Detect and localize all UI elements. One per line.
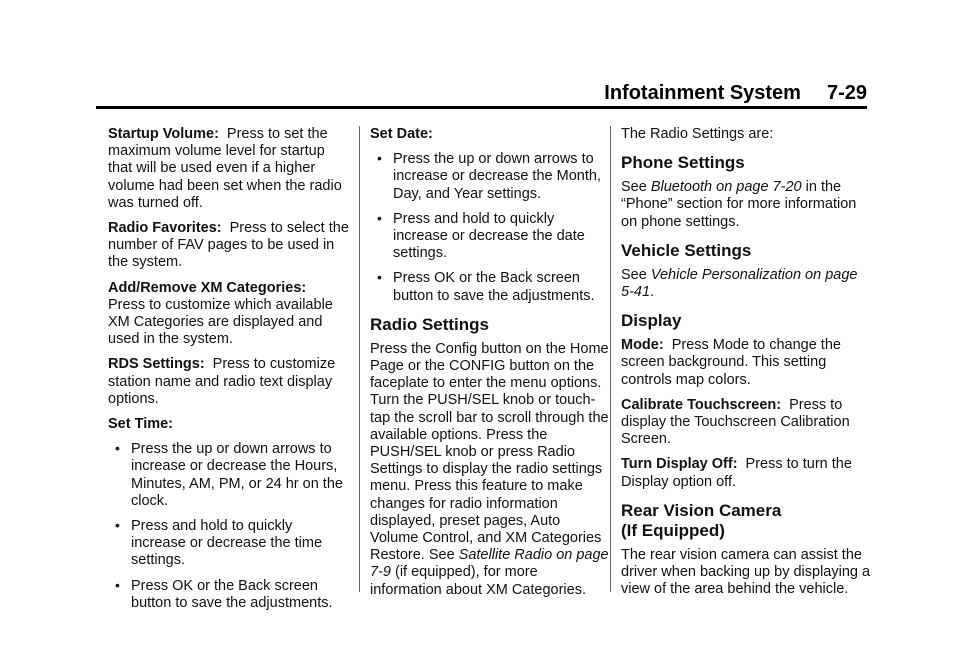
column-1 (108, 126, 350, 620)
set-date-term: Set Date: (370, 126, 433, 142)
calibrate-term: Calibrate Touchscreen: (621, 396, 782, 413)
mode-text: Press Mode to change the screen background. This setting controls map colors. (621, 337, 841, 388)
mode-term: Mode: (621, 337, 664, 354)
phone-settings-text: See Bluetooth on page 7-20 in the “Phone” section for more information on phone settings. (621, 179, 857, 230)
radio-settings-heading: Radio Settings (370, 314, 490, 334)
rds-settings-entry (108, 356, 350, 408)
column-divider-2 (610, 126, 611, 592)
turn-display-off-text: Press to turn the Display option off. (621, 456, 852, 490)
bluetooth-link[interactable]: Bluetooth on page 7-20 (650, 179, 802, 196)
page-number: 7-29 (826, 82, 867, 104)
radio-favorites-entry (108, 220, 350, 272)
set-date-list (370, 151, 610, 305)
mode-entry (621, 337, 871, 389)
rear-camera-text: The rear vision camera can assist the driver when backing up by displaying a view of the area behind the vehicle. (621, 546, 871, 598)
vehicle-settings-heading: Vehicle Settings (621, 240, 752, 260)
column-divider-1 (359, 126, 360, 592)
radio-favorites-text: Press to select the number of FAV pages to be used in the system. (108, 220, 349, 271)
radio-settings-text: Press the Config button on the Home Page or the CONFIG button on the faceplate to enter the menu options. Turn the PUSH/SEL knob or touch-tap the scroll bar to scroll through the available options. Press the PUSH/SEL knob or press Radio Settings to display the radio settings menu. Press this feature to make changes for radio information displayed, preset pages, Auto Volume Control, and XM Categories Restore. See Satellite Radio on page 7-9 (if equipped), for more information about XM Categories. (370, 340, 609, 598)
calibrate-entry (621, 397, 871, 449)
startup-volume-entry (108, 126, 350, 212)
list-item: • Press the up or down arrows to increase or decrease the Hours, Minutes, AM, PM, or 24 hr on the clock. (108, 441, 350, 510)
section-title: Infotainment System (604, 82, 801, 104)
vehicle-personalization-link[interactable]: Vehicle Personalization on page 5-41 (621, 266, 858, 301)
xm-categories-term: Add/Remove XM Categories: (108, 279, 307, 296)
rds-settings-text: Press to customize station name and radio text display options. (108, 356, 336, 407)
radio-settings-intro: The Radio Settings are: (621, 126, 774, 142)
set-time-list (108, 441, 350, 612)
turn-display-off-term: Turn Display Off: (621, 456, 738, 473)
list-item: • Press and hold to quickly increase or decrease the date settings. (370, 211, 610, 263)
startup-volume-text: Press to set the maximum volume level for startup that will be used even if a higher volume had been set when the radio was turned off. (108, 126, 342, 211)
column-2 (370, 126, 610, 607)
display-heading: Display (621, 311, 682, 331)
phone-settings-heading: Phone Settings (621, 153, 745, 173)
header-rule (96, 106, 867, 109)
xm-categories-entry (108, 280, 350, 349)
calibrate-text: Press to display the Touchscreen Calibration Screen. (621, 396, 850, 448)
startup-volume-term: Startup Volume: (108, 126, 219, 142)
list-item: • Press OK or the Back screen button to save the adjustments. (108, 578, 350, 612)
set-time-term: Set Time: (108, 416, 174, 433)
vehicle-settings-text: See Vehicle Personalization on page 5-41. (621, 266, 858, 301)
radio-favorites-term: Radio Favorites: (108, 220, 222, 237)
list-item: • Press and hold to quickly increase or decrease the time settings. (108, 518, 350, 570)
page-header (0, 82, 867, 105)
turn-display-off-entry (621, 456, 871, 490)
column-3 (621, 126, 871, 606)
list-item: • Press OK or the Back screen button to save the adjustments. (370, 270, 610, 304)
xm-categories-text: Press to customize which available XM Categories are displayed and used in the system. (108, 296, 333, 348)
rear-camera-heading: Rear Vision Camera (If Equipped) (621, 500, 782, 540)
satellite-radio-link[interactable]: Satellite Radio on page 7-9 (370, 547, 609, 581)
rds-settings-term: RDS Settings: (108, 356, 205, 373)
list-item: • Press the up or down arrows to increase or decrease the Month, Day, and Year settings. (370, 151, 610, 203)
